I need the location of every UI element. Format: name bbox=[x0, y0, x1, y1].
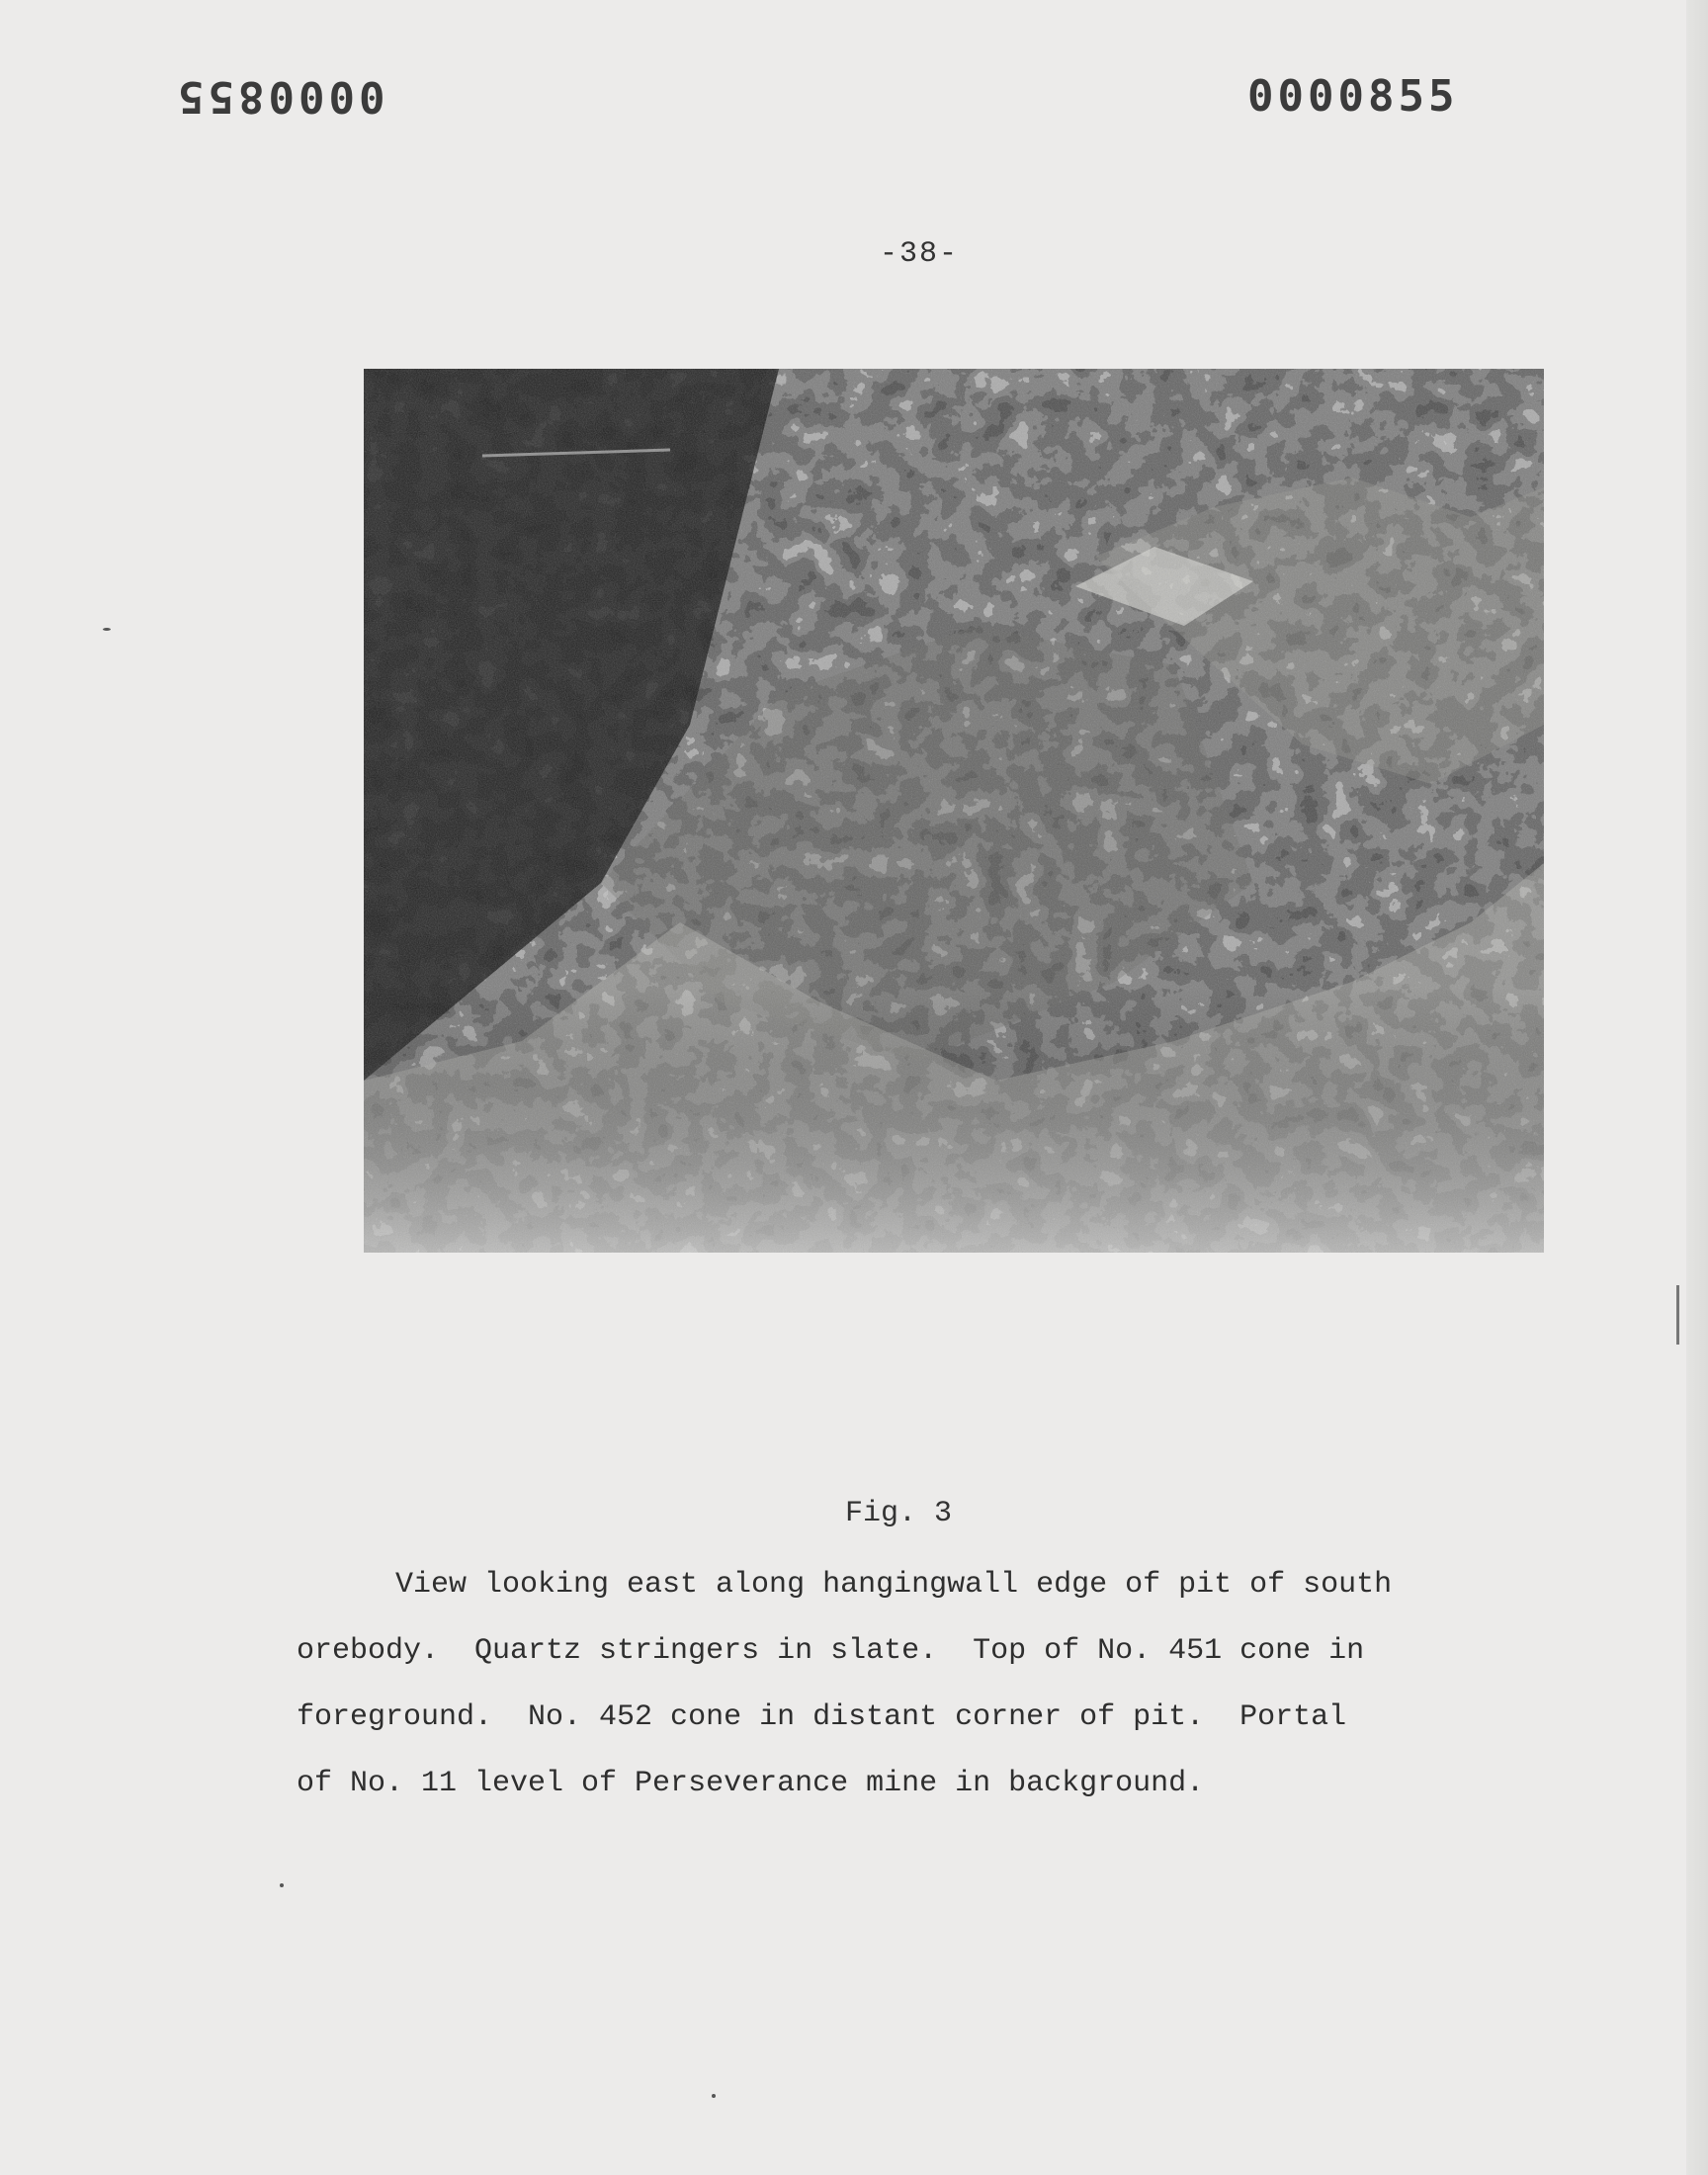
caption-line: View looking east along hangingwall edge of pit of south bbox=[395, 1568, 1393, 1602]
figure-photograph bbox=[364, 369, 1544, 1253]
scan-speck bbox=[1676, 1285, 1679, 1345]
stamp-right: 0000855 bbox=[1247, 71, 1459, 122]
figure-caption bbox=[297, 1552, 1522, 1817]
page-edge bbox=[1686, 0, 1708, 2175]
photograph-rock-pit-icon bbox=[364, 369, 1544, 1253]
caption-line: orebody. Quartz stringers in slate. Top of No. 451 cone in bbox=[297, 1634, 1365, 1668]
figure-label: Fig. 3 bbox=[845, 1497, 953, 1530]
stamp-left: 0000855 bbox=[174, 71, 385, 122]
caption-line: of No. 11 level of Perseverance mine in background. bbox=[297, 1767, 1205, 1800]
scan-speck bbox=[712, 2094, 716, 2098]
caption-line: foreground. No. 452 cone in distant corner of pit. Portal bbox=[297, 1700, 1347, 1734]
scan-speck bbox=[103, 628, 111, 631]
scan-speck bbox=[280, 1883, 284, 1887]
page-number: -38- bbox=[879, 237, 959, 271]
